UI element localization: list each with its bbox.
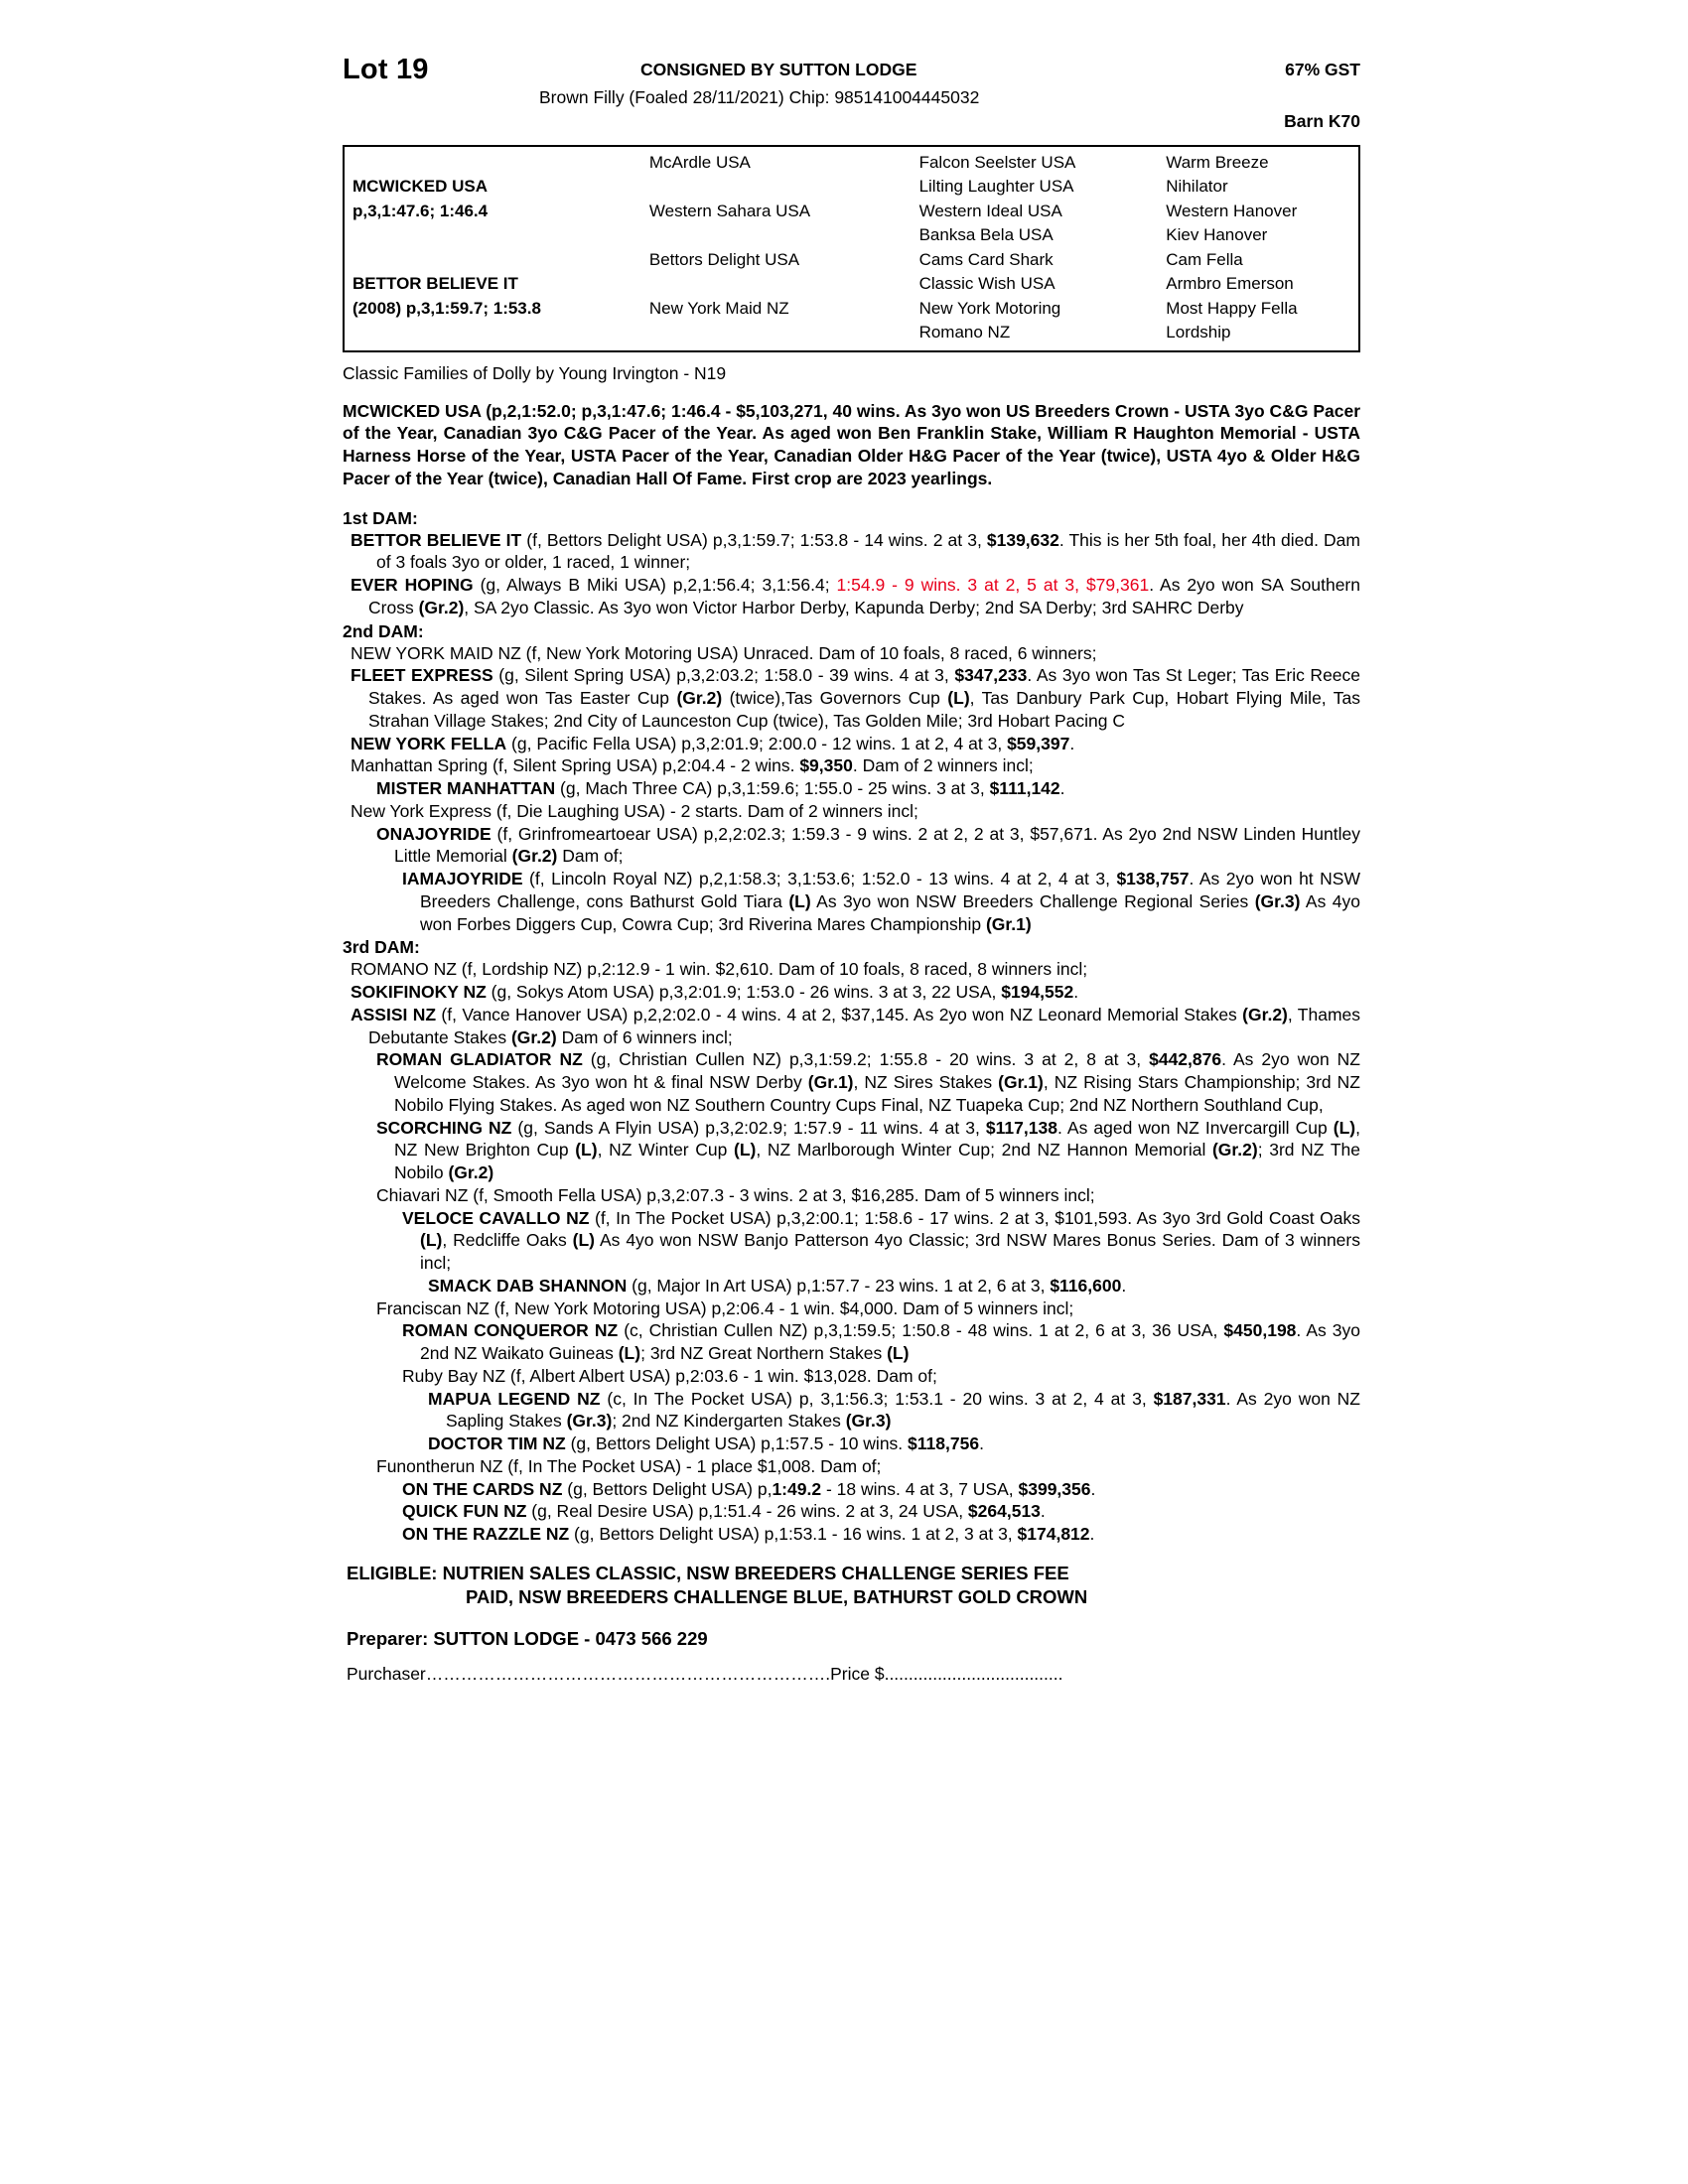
table-row	[345, 321, 1358, 344]
list-item: MAPUA LEGEND NZ (c, In The Pocket USA) p, 3,1:56.3; 1:53.1 - 20 wins. 3 at 2, 4 at 3, $187,331. As 2yo won NZ Sapling Stakes (Gr.3); 2nd NZ Kindergarten Stakes (Gr.3)	[428, 1388, 1360, 1432]
dam-heading: 1st DAM:	[343, 507, 418, 528]
list-item: QUICK FUN NZ (g, Real Desire USA) p,1:51.4 - 26 wins. 2 at 3, 24 USA, $264,513.	[402, 1501, 1046, 1522]
list-item: New York Express (f, Die Laughing USA) - 2 starts. Dam of 2 winners incl;	[351, 800, 918, 821]
list-item: ASSISI NZ (f, Vance Hanover USA) p,2,2:02.0 - 4 wins. 4 at 2, $37,145. As 2yo won NZ Leonard Memorial Stakes (Gr.2), Thames Debutante Stakes (Gr.2) Dam of 6 winners incl;	[351, 1004, 1361, 1047]
table-row	[345, 223, 1358, 247]
list-item: Chiavari NZ (f, Smooth Fella USA) p,3,2:07.3 - 3 wins. 2 at 3, $16,285. Dam of 5 winners incl;	[376, 1184, 1095, 1205]
pedigree-cell-1: Bettors Delight USA	[648, 249, 800, 269]
pedigree-cell-3: Western Hanover	[1166, 201, 1298, 220]
dam-heading: 3rd DAM:	[343, 937, 420, 958]
list-item: EVER HOPING (g, Always B Miki USA) p,2,1:56.4; 3,1:56.4; 1:54.9 - 9 wins. 3 at 2, 5 at 3, $79,361. As 2yo won SA Southern Cross (Gr.2), SA 2yo Classic. As 3yo won Victor Harbor Derby, Kapunda Derby; 2nd SA Derby; 3rd SAHRC Derby	[351, 575, 1360, 617]
pedigree-cell-1: Western Sahara USA	[648, 201, 811, 220]
pedigree-cell-1: New York Maid NZ	[648, 298, 789, 318]
eligibility-block	[343, 1562, 1360, 1610]
pedigree-cell-2: Falcon Seelster USA	[918, 153, 1076, 172]
spacer-cell	[345, 248, 641, 272]
dam-section	[343, 621, 1360, 936]
list-item: IAMAJOYRIDE (f, Lincoln Royal NZ) p,2,1:58.3; 3,1:53.6; 1:52.0 - 13 wins. 4 at 2, 4 at 3, $138,757. As 2yo won ht NSW Breeders Challenge, cons Bathurst Gold Tiara (L) As 3yo won NSW Breeders Challenge Regional Series (Gr.3) As 4yo won Forbes Diggers Cup, Cowra Cup; 3rd Riverina Mares Championship (Gr.1)	[402, 869, 1360, 934]
list-item: NEW YORK MAID NZ (f, New York Motoring USA) Unraced. Dam of 10 foals, 8 raced, 6 winners;	[351, 642, 1097, 663]
pedigree-cell-2: Classic Wish USA	[918, 274, 1055, 294]
pedigree-cell-3: Warm Breeze	[1166, 153, 1269, 172]
list-item: Manhattan Spring (f, Silent Spring USA) p,2:04.4 - 2 wins. $9,350. Dam of 2 winners incl;	[351, 755, 1034, 776]
list-item: SCORCHING NZ (g, Sands A Flyin USA) p,3,2:02.9; 1:57.9 - 11 wins. 4 at 3, $117,138. As aged won NZ Invercargill Cup (L), NZ New Brighton Cup (L), NZ Winter Cup (L), NZ Marlborough Winter Cup; 2nd NZ Hannon Memorial (Gr.2); 3rd NZ The Nobilo (Gr.2)	[376, 1117, 1360, 1182]
list-item: ON THE CARDS NZ (g, Bettors Delight USA) p,1:49.2 - 18 wins. 4 at 3, 7 USA, $399,356.	[402, 1478, 1096, 1499]
pedigree-cell-2: New York Motoring	[918, 298, 1061, 318]
list-item: Franciscan NZ (f, New York Motoring USA) p,2:06.4 - 1 win. $4,000. Dam of 5 winners incl;	[376, 1297, 1074, 1318]
list-item: BETTOR BELIEVE IT (f, Bettors Delight USA) p,3,1:59.7; 1:53.8 - 14 wins. 2 at 3, $139,632. This is her 5th foal, her 4th died. Dam of 3 foals 3yo or older, 1 raced, 1 winner;	[351, 529, 1360, 573]
page-header	[343, 50, 1360, 135]
pedigree-cell-2: Western Ideal USA	[918, 201, 1062, 220]
pedigree-cell-3: Cam Fella	[1166, 249, 1243, 269]
pedigree-table	[345, 151, 1358, 345]
pedigree-cell-1	[641, 223, 912, 247]
list-item: NEW YORK FELLA (g, Pacific Fella USA) p,3,2:01.9; 2:00.0 - 12 wins. 1 at 2, 4 at 3, $59,397.	[351, 733, 1075, 753]
spacer-cell	[345, 321, 641, 344]
table-row	[345, 272, 1358, 296]
preparer-line: Preparer: SUTTON LODGE - 0473 566 229	[347, 1627, 708, 1649]
sire-cell	[345, 151, 641, 175]
list-item: ROMAN CONQUEROR NZ (c, Christian Cullen NZ) p,3,1:59.5; 1:50.8 - 48 wins. 1 at 2, 6 at 3, 36 USA, $450,198. As 3yo 2nd NZ Waikato Guineas (L); 3rd NZ Great Northern Stakes (L)	[402, 1320, 1360, 1363]
list-item: VELOCE CAVALLO NZ (f, In The Pocket USA) p,3,2:00.1; 1:58.6 - 17 wins. 2 at 3, $101,593. As 3yo 3rd Gold Coast Oaks (L), Redcliffe Oaks (L) As 4yo won NSW Banjo Patterson 4yo Classic; 3rd NSW Mares Bonus Series. Dam of 3 winners incl;	[402, 1207, 1360, 1273]
list-item: MISTER MANHATTAN (g, Mach Three CA) p,3,1:59.6; 1:55.0 - 25 wins. 3 at 3, $111,142.	[376, 778, 1065, 798]
pedigree-cell-2: Cams Card Shark	[918, 249, 1054, 269]
dam-section	[343, 508, 1360, 619]
consignor-line: CONSIGNED BY SUTTON LODGE	[640, 60, 917, 79]
table-row	[345, 175, 1358, 199]
list-item: SOKIFINOKY NZ (g, Sokys Atom USA) p,3,2:01.9; 1:53.0 - 26 wins. 3 at 3, 22 USA, $194,552.	[351, 982, 1079, 1002]
list-item: SMACK DAB SHANNON (g, Major In Art USA) p,1:57.7 - 23 wins. 1 at 2, 6 at 3, $116,600.	[428, 1275, 1127, 1296]
pedigree-cell-2: Lilting Laughter USA	[918, 177, 1074, 197]
list-item: ROMAN GLADIATOR NZ (g, Christian Cullen NZ) p,3,1:59.2; 1:55.8 - 20 wins. 3 at 2, 8 at 3, $442,876. As 2yo won NZ Welcome Stakes. As 3yo won ht & final NSW Derby (Gr.1), NZ Sires Stakes (Gr.1), NZ Rising Stars Championship; 3rd NZ Nobilo Flying Stakes. As aged won NZ Southern Country Cups Final, NZ Tuapeka Cup; 2nd NZ Northern Southland Cup,	[376, 1049, 1360, 1115]
pedigree-cell-3: Most Happy Fella	[1166, 298, 1298, 318]
spacer-cell	[345, 223, 641, 247]
table-row	[345, 248, 1358, 272]
gst-label: 67% GST	[1285, 60, 1360, 79]
dam-sections	[343, 508, 1360, 1546]
dam-record: (2008) p,3,1:59.7; 1:53.8	[352, 298, 541, 318]
pedigree-box	[343, 145, 1360, 352]
table-row	[345, 151, 1358, 175]
dam-name: BETTOR BELIEVE IT	[352, 274, 518, 294]
eligibility-line-1: ELIGIBLE: NUTRIEN SALES CLASSIC, NSW BREEDERS CHALLENGE SERIES FEE	[347, 1562, 1069, 1583]
list-item: Funontherun NZ (f, In The Pocket USA) - 1 place $1,008. Dam of;	[376, 1455, 882, 1476]
pedigree-cell-3: Kiev Hanover	[1166, 225, 1268, 245]
pedigree-cell-1	[641, 272, 912, 296]
list-item: ROMANO NZ (f, Lordship NZ) p,2:12.9 - 1 win. $2,610. Dam of 10 foals, 8 raced, 8 winners incl;	[351, 959, 1088, 980]
list-item: FLEET EXPRESS (g, Silent Spring USA) p,3,2:03.2; 1:58.0 - 39 wins. 4 at 3, $347,233. As 3yo won Tas St Leger; Tas Eric Reece Stakes. As aged won Tas Easter Cup (Gr.2) (twice),Tas Governors Cup (L), Tas Danbury Park Cup, Hobart Flying Mile, Tas Strahan Village Stakes; 2nd City of Launceston Cup (twice), Tas Golden Mile; 3rd Hobart Pacing C	[351, 665, 1361, 731]
dam-heading: 2nd DAM:	[343, 620, 424, 641]
pedigree-cell-1: McArdle USA	[648, 153, 751, 172]
pedigree-cell-3: Nihilator	[1166, 177, 1228, 197]
list-item: DOCTOR TIM NZ (g, Bettors Delight USA) p,1:57.5 - 10 wins. $118,756.	[428, 1433, 984, 1453]
eligibility-line-2: PAID, NSW BREEDERS CHALLENGE BLUE, BATHURST GOLD CROWN	[466, 1586, 1088, 1608]
dam-section	[343, 937, 1360, 1546]
foaling-details: Brown Filly (Foaled 28/11/2021) Chip: 985141004445032	[539, 87, 980, 107]
list-item: ONAJOYRIDE (f, Grinfromeartoear USA) p,2,2:02.3; 1:59.3 - 9 wins. 2 at 2, 2 at 3, $57,671. As 2yo 2nd NSW Linden Huntley Little Memorial (Gr.2) Dam of;	[376, 823, 1360, 867]
pedigree-cell-1	[641, 321, 912, 344]
purchaser-line: Purchaser…………………………………………………………….Price $.....................................	[347, 1663, 1063, 1684]
pedigree-cell-2: Banksa Bela USA	[918, 225, 1054, 245]
pedigree-cell-3: Armbro Emerson	[1166, 274, 1294, 294]
sire-name: MCWICKED USA	[352, 177, 488, 197]
pedigree-body	[345, 151, 1358, 345]
barn-label: Barn K70	[1284, 111, 1360, 131]
list-item: ON THE RAZZLE NZ (g, Bettors Delight USA) p,1:53.1 - 16 wins. 1 at 2, 3 at 3, $174,812.	[402, 1524, 1095, 1544]
classic-families-line: Classic Families of Dolly by Young Irvington - N19	[343, 362, 727, 383]
pedigree-cell-3: Lordship	[1166, 323, 1231, 342]
table-row	[345, 297, 1358, 321]
lot-number: Lot 19	[343, 54, 429, 85]
sire-summary: MCWICKED USA (p,2,1:52.0; p,3,1:47.6; 1:46.4 - $5,103,271, 40 wins. As 3yo won US Breeders Crown - USTA 3yo C&G Pacer of the Year, Canadian 3yo C&G Pacer of the Year. As aged won Ben Franklin Stake, William R Haughton Memorial - USTA Harness Horse of the Year, USTA Pacer of the Year, Canadian Older H&G Pacer of the Year (twice), USTA 4yo & Older H&G Pacer of the Year (twice), Canadian Hall Of Fame. First crop are 2023 yearlings.	[343, 400, 1360, 488]
pedigree-cell-1	[641, 175, 912, 199]
table-row	[345, 200, 1358, 223]
pedigree-cell-2: Romano NZ	[918, 323, 1011, 342]
list-item: Ruby Bay NZ (f, Albert Albert USA) p,2:03.6 - 1 win. $13,028. Dam of;	[402, 1365, 937, 1386]
sire-record: p,3,1:47.6; 1:46.4	[352, 201, 489, 220]
